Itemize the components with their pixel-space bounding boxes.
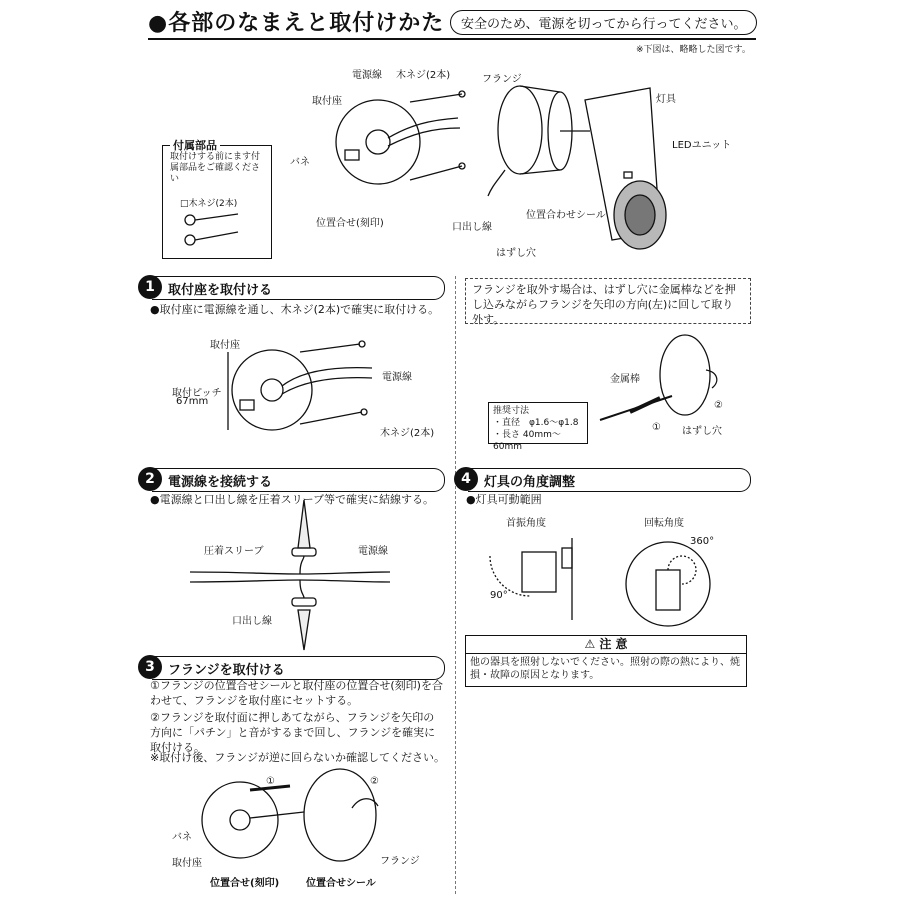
mount-base-drawing: [336, 91, 465, 184]
fixture-drawing: [488, 86, 666, 249]
step2-label-power-cable: 電源線: [358, 546, 388, 557]
step3-label-spring: バネ: [172, 832, 192, 843]
label-wood-screw: 木ネジ(2本): [396, 70, 451, 81]
step3-text1: ①フランジの位置合せシールと取付座の位置合せ(刻印)を合わせて、フランジを取付座にセットする。: [150, 679, 443, 707]
step2-label-lead-wire: 口出し線: [232, 616, 272, 627]
label-led-unit: LEDユニット: [672, 140, 732, 151]
step4-rotate-angle: 360°: [690, 536, 715, 547]
label-spring: バネ: [290, 157, 310, 168]
step1-label-pitch-value: 67mm: [176, 396, 209, 407]
caution-box: [465, 635, 747, 687]
step4-number: 4: [454, 467, 478, 491]
step1-label-wood-screw: 木ネジ(2本): [380, 428, 435, 439]
step4-title: 灯具の角度調整: [484, 475, 576, 490]
step3-text2: ②フランジを取付面に押しあてながら、フランジを矢印の方向に「パチン」と音がするまで回し、フランジを確実に取付ける。: [150, 711, 436, 754]
label-flange: フランジ: [482, 74, 522, 85]
step4-label-tilt: 首振角度: [506, 518, 546, 529]
step2-number: 2: [138, 467, 162, 491]
label-lead-wire: 口出し線: [452, 222, 492, 233]
removal-instructions: フランジを取外す場合は、はずし穴に金属棒などを押し込みながらフランジを矢印の方向(左)に回して取り外す。: [465, 278, 751, 324]
step1-label-pitch: 取付ピッチ: [172, 388, 222, 399]
page-title: ●各部のなまえと取付けかた: [148, 11, 445, 36]
label-release-hole: はずし穴: [496, 248, 536, 259]
label-alignment-engraved: 位置合せ(刻印): [316, 218, 384, 229]
step2-title: 電源線を接続する: [168, 475, 273, 490]
step1-label-power-cable: 電源線: [382, 372, 412, 383]
accessories-item: □木ネジ(2本): [180, 199, 238, 209]
step2-label-sleeve: 圧着スリーブ: [204, 546, 264, 557]
diagram-note: ※下図は、略略した図です。: [636, 45, 751, 55]
safety-note: 安全のため、電源を切ってから行ってください。: [450, 10, 757, 35]
removal-mark1: ①: [652, 422, 661, 433]
rec-diameter: ・直径 φ1.6〜φ1.8: [493, 418, 579, 428]
removal-label-metal-rod: 金属棒: [610, 374, 640, 385]
accessories-text: 取付けする前にます付属部品をご確認ください: [170, 152, 261, 184]
removal-mark2: ②: [714, 400, 723, 411]
label-fixture: 灯具: [656, 94, 676, 105]
step2-header: [145, 468, 445, 492]
column-divider: [455, 276, 456, 894]
step3-mark2: ②: [370, 776, 379, 787]
caution-title: ⚠ 注 意: [466, 636, 746, 654]
step2-text: ●電源線と口出し線を圧着スリーブ等で確実に結線する。: [150, 493, 435, 506]
rec-title: 推奨寸法: [493, 406, 530, 416]
step3-number: 3: [138, 655, 162, 679]
step4-drawing: [490, 538, 710, 626]
step3-label-alignment-seal: 位置合せシール: [306, 878, 376, 889]
step4-label-rotate: 回転角度: [644, 518, 684, 529]
step3-header: [145, 656, 445, 680]
recommended-dimensions-box: [488, 402, 588, 452]
step3-mark1: ①: [266, 776, 275, 787]
step1-text: ●取付座に電源線を通し、木ネジ(2本)で確実に取付ける。: [150, 303, 440, 316]
step1-title: 取付座を取付ける: [168, 283, 273, 298]
rec-length: ・長さ 40mm〜60mm: [493, 430, 561, 452]
step1-header: [145, 276, 445, 300]
step4-header: [461, 468, 751, 492]
step1-label-mount-base: 取付座: [210, 340, 240, 351]
step3-label-mount-base: 取付座: [172, 858, 202, 869]
label-power-cable: 電源線: [352, 70, 382, 81]
step1-drawing: [228, 341, 372, 430]
step3-label-alignment-engraved: 位置合せ(刻印): [210, 878, 280, 889]
step3-title: フランジを取付ける: [168, 663, 285, 678]
step4-text: ●灯具可動範囲: [466, 493, 542, 506]
step3-text3: ※取付け後、フランジが逆に回らないか確認してください。: [150, 751, 445, 764]
step3-label-flange: フランジ: [380, 856, 420, 867]
step4-tilt-angle: 90°: [490, 590, 508, 601]
step1-number: 1: [138, 275, 162, 299]
step3-drawing: [202, 769, 378, 861]
label-alignment-seal: 位置合わせシール: [526, 210, 606, 221]
step2-drawing: [190, 500, 390, 650]
label-mount-base: 取付座: [312, 96, 342, 107]
caution-text: 他の器具を照射しないでください。照射の際の熱により、焼損・故障の原因となります。: [470, 657, 740, 681]
removal-label-release-hole: はずし穴: [682, 426, 722, 437]
accessories-title: 付属部品: [170, 137, 220, 153]
